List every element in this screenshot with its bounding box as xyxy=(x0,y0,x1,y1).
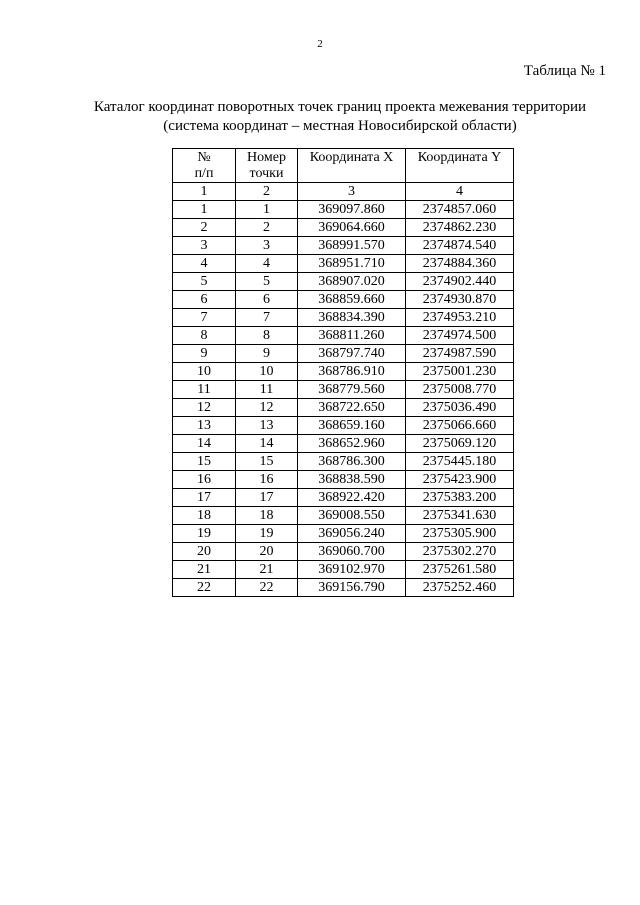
cell-row-number: 16 xyxy=(173,471,236,489)
table-caption: Таблица № 1 xyxy=(523,63,606,79)
cell-row-number: 13 xyxy=(173,417,236,435)
cell-point-number: 5 xyxy=(236,273,298,291)
document-title-line-2: (система координат – местная Новосибирской области) xyxy=(163,118,517,134)
cell-row-number: 19 xyxy=(173,525,236,543)
cell-point-number: 9 xyxy=(236,345,298,363)
table-row xyxy=(173,399,514,417)
cell-coordinate-y: 2375445.180 xyxy=(406,453,514,471)
coordinates-table xyxy=(172,148,514,597)
cell-row-number: 20 xyxy=(173,543,236,561)
table-row xyxy=(173,291,514,309)
cell-coordinate-y: 2374862.230 xyxy=(406,219,514,237)
cell-row-number: 14 xyxy=(173,435,236,453)
table-row xyxy=(173,579,514,597)
header-coordinate-x: Координата X xyxy=(298,149,406,183)
cell-point-number: 12 xyxy=(236,399,298,417)
cell-coordinate-x: 368786.910 xyxy=(298,363,406,381)
table-header-row xyxy=(173,149,514,183)
column-number: 1 xyxy=(173,183,236,201)
cell-row-number: 7 xyxy=(173,309,236,327)
cell-coordinate-y: 2375008.770 xyxy=(406,381,514,399)
cell-coordinate-x: 369097.860 xyxy=(298,201,406,219)
cell-row-number: 6 xyxy=(173,291,236,309)
cell-coordinate-x: 368652.960 xyxy=(298,435,406,453)
cell-point-number: 22 xyxy=(236,579,298,597)
cell-coordinate-x: 368838.590 xyxy=(298,471,406,489)
table-body xyxy=(173,201,514,597)
cell-point-number: 15 xyxy=(236,453,298,471)
cell-point-number: 19 xyxy=(236,525,298,543)
cell-coordinate-x: 368951.710 xyxy=(298,255,406,273)
cell-point-number: 2 xyxy=(236,219,298,237)
cell-row-number: 22 xyxy=(173,579,236,597)
cell-coordinate-x: 369008.550 xyxy=(298,507,406,525)
cell-coordinate-y: 2374902.440 xyxy=(406,273,514,291)
cell-point-number: 1 xyxy=(236,201,298,219)
cell-coordinate-x: 368859.660 xyxy=(298,291,406,309)
cell-coordinate-y: 2374874.540 xyxy=(406,237,514,255)
cell-coordinate-x: 368722.650 xyxy=(298,399,406,417)
cell-coordinate-x: 369060.700 xyxy=(298,543,406,561)
cell-coordinate-y: 2375036.490 xyxy=(406,399,514,417)
cell-coordinate-x: 369102.970 xyxy=(298,561,406,579)
table-row xyxy=(173,471,514,489)
table-row xyxy=(173,219,514,237)
table-row xyxy=(173,507,514,525)
table-row xyxy=(173,327,514,345)
cell-row-number: 10 xyxy=(173,363,236,381)
table-row xyxy=(173,237,514,255)
cell-row-number: 4 xyxy=(173,255,236,273)
column-number: 4 xyxy=(406,183,514,201)
table-row xyxy=(173,435,514,453)
cell-coordinate-y: 2375423.900 xyxy=(406,471,514,489)
cell-point-number: 6 xyxy=(236,291,298,309)
cell-coordinate-x: 369056.240 xyxy=(298,525,406,543)
cell-point-number: 16 xyxy=(236,471,298,489)
column-number: 2 xyxy=(236,183,298,201)
header-point-number-line-1: Номер xyxy=(247,150,286,165)
cell-coordinate-y: 2375383.200 xyxy=(406,489,514,507)
cell-row-number: 1 xyxy=(173,201,236,219)
cell-coordinate-x: 368811.260 xyxy=(298,327,406,345)
cell-coordinate-x: 368786.300 xyxy=(298,453,406,471)
cell-coordinate-y: 2374987.590 xyxy=(406,345,514,363)
cell-coordinate-y: 2375305.900 xyxy=(406,525,514,543)
cell-row-number: 11 xyxy=(173,381,236,399)
cell-row-number: 2 xyxy=(173,219,236,237)
cell-point-number: 13 xyxy=(236,417,298,435)
cell-coordinate-y: 2375341.630 xyxy=(406,507,514,525)
cell-row-number: 17 xyxy=(173,489,236,507)
cell-row-number: 15 xyxy=(173,453,236,471)
table-row xyxy=(173,273,514,291)
table-row xyxy=(173,453,514,471)
cell-coordinate-x: 369156.790 xyxy=(298,579,406,597)
table-row xyxy=(173,381,514,399)
column-number-row xyxy=(173,183,514,201)
document-title xyxy=(60,98,620,136)
cell-coordinate-y: 2375069.120 xyxy=(406,435,514,453)
document-title-line-1: Каталог координат поворотных точек границ проекта межевания территории xyxy=(93,99,587,115)
cell-coordinate-x: 368834.390 xyxy=(298,309,406,327)
cell-coordinate-y: 2374857.060 xyxy=(406,201,514,219)
cell-point-number: 7 xyxy=(236,309,298,327)
table-row xyxy=(173,309,514,327)
header-point-number-line-2: точки xyxy=(249,166,284,181)
cell-coordinate-x: 368659.160 xyxy=(298,417,406,435)
table-row xyxy=(173,525,514,543)
cell-coordinate-x: 368922.420 xyxy=(298,489,406,507)
cell-point-number: 17 xyxy=(236,489,298,507)
cell-coordinate-y: 2374953.210 xyxy=(406,309,514,327)
cell-coordinate-x: 368991.570 xyxy=(298,237,406,255)
cell-coordinate-y: 2374974.500 xyxy=(406,327,514,345)
table-row xyxy=(173,489,514,507)
cell-point-number: 18 xyxy=(236,507,298,525)
table-row xyxy=(173,417,514,435)
cell-point-number: 4 xyxy=(236,255,298,273)
cell-row-number: 5 xyxy=(173,273,236,291)
table-row xyxy=(173,201,514,219)
cell-point-number: 20 xyxy=(236,543,298,561)
cell-row-number: 3 xyxy=(173,237,236,255)
cell-point-number: 21 xyxy=(236,561,298,579)
cell-coordinate-y: 2375001.230 xyxy=(406,363,514,381)
cell-row-number: 8 xyxy=(173,327,236,345)
cell-coordinate-y: 2375066.660 xyxy=(406,417,514,435)
cell-point-number: 14 xyxy=(236,435,298,453)
cell-row-number: 18 xyxy=(173,507,236,525)
page-number: 2 xyxy=(317,38,323,50)
cell-point-number: 3 xyxy=(236,237,298,255)
header-point-number xyxy=(236,149,298,183)
table-row xyxy=(173,561,514,579)
table-row xyxy=(173,363,514,381)
cell-coordinate-y: 2374930.870 xyxy=(406,291,514,309)
header-row-number-line-1: № xyxy=(197,150,211,165)
table-row xyxy=(173,543,514,561)
header-row-number xyxy=(173,149,236,183)
cell-coordinate-x: 368907.020 xyxy=(298,273,406,291)
table-row xyxy=(173,345,514,363)
cell-coordinate-x: 368797.740 xyxy=(298,345,406,363)
cell-row-number: 12 xyxy=(173,399,236,417)
table-row xyxy=(173,255,514,273)
cell-coordinate-y: 2375302.270 xyxy=(406,543,514,561)
cell-point-number: 11 xyxy=(236,381,298,399)
cell-coordinate-y: 2374884.360 xyxy=(406,255,514,273)
cell-coordinate-y: 2375252.460 xyxy=(406,579,514,597)
header-coordinate-y: Координата Y xyxy=(406,149,514,183)
cell-row-number: 21 xyxy=(173,561,236,579)
cell-coordinate-y: 2375261.580 xyxy=(406,561,514,579)
cell-coordinate-x: 368779.560 xyxy=(298,381,406,399)
cell-row-number: 9 xyxy=(173,345,236,363)
cell-coordinate-x: 369064.660 xyxy=(298,219,406,237)
column-number: 3 xyxy=(298,183,406,201)
header-row-number-line-2: п/п xyxy=(194,166,214,181)
cell-point-number: 10 xyxy=(236,363,298,381)
cell-point-number: 8 xyxy=(236,327,298,345)
